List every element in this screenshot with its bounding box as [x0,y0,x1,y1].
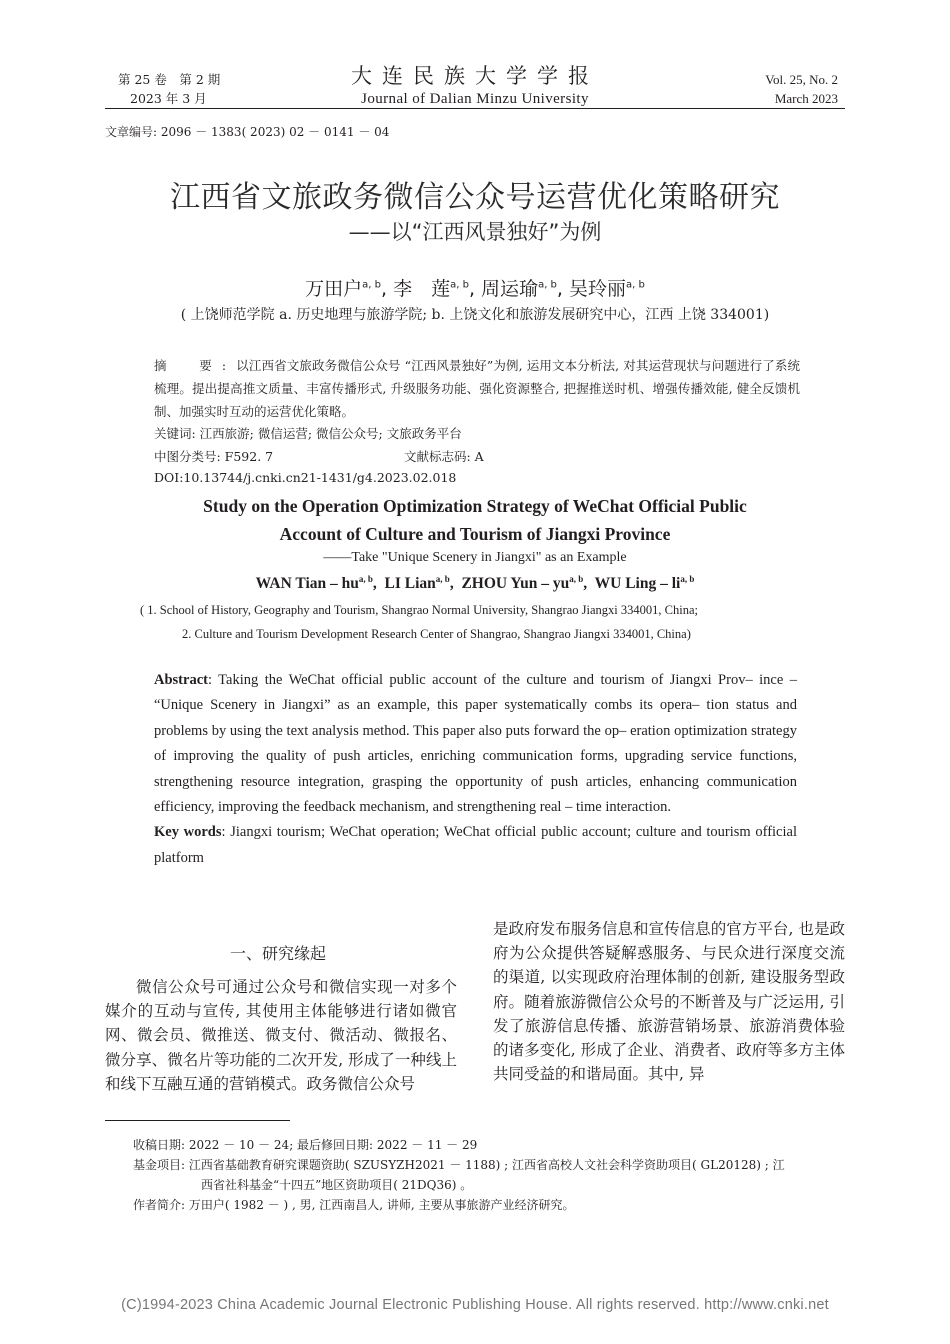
author-name: 吴玲丽 [569,278,627,300]
issue-date: 2023 年 3 月 [130,91,207,106]
abstract-cn [154,354,800,423]
footnote-fund-cont: 西省社科基金“十四五”地区资助项目( 21DQ36) 。 [201,1178,473,1192]
issue-date-en: March 2023 [774,91,838,106]
affiliation-cn: ( 上饶师范学院 a. 历史地理与旅游学院; b. 上饶文化和旅游发展研究中心，江西 上饶 334001) [180,307,770,323]
abstract-cn-text: 以江西省文旅政务微信公众号 “江西风景独好”为例, 运用文本分析法, 对其运营现状与问题进行了系统梳理。提出提高推文质量、丰富传播形式, 升级服务功能、强化资源整合, 把握推送时机、增强传播效能, 健全反馈机制、加强实时互动的运营优化策略。 [154,358,800,419]
abstract-en-label: Abstract [154,672,208,688]
keywords-cn: 关键词: 江西旅游; 微信运营; 微信公众号; 文旅政务平台 [154,426,462,441]
clc-number: 中图分类号: F592. 7 [154,449,274,464]
paper-title-en [120,492,830,548]
footnote-rule [105,1120,290,1121]
author-name: 周运瑜 [481,278,539,300]
copyright-notice: (C)1994-2023 China Academic Journal Electronic Publishing House. All rights reserved. http://www.cnki.net [121,1297,829,1313]
author-name-en: WU Ling – li [594,575,681,593]
keywords-en-text: : Jiangxi tourism; WeChat operation; WeChat official public account; culture and tourism official platform [154,824,797,866]
author-affil-mark: a, b [538,279,557,291]
paper-title-en-line: Study on the Operation Optimization Strategy of WeChat Official Public [203,496,747,516]
abstract-cn-label: 摘 要: [154,358,237,373]
keywords-en-label: Key words [154,824,222,841]
paper-title-en-line: Account of Culture and Tourism of Jiangxi Province [279,524,671,544]
header-rule [105,108,845,109]
author-list: 万田户$^{a, b}$, 李 莲$^{a, b}$, 周运瑜$^{a, b}$, 吴玲丽$^{a, b}$ [305,278,645,300]
author-name-en: ZHOU Yun – yu [461,575,570,593]
issue-info-en [720,70,838,108]
volume-issue: 第 25 卷 第 2 期 [118,72,221,87]
body-column-right: 是政府发布服务信息和宣传信息的官方平台, 也是政府为公众提供答疑解惑服务、与民众进行深度交流的渠道, 以实现政府治理体制的创新, 建设服务型政府。随着旅游微信公众号的不断普及与广泛运用, 引发了旅游信息传播、旅游营销场景、旅游消费体验的诸多变化, 形成了企业、消费者、政府等多方主体共同受益的和谐局面。其中, 异 [493,920,845,1084]
author-list-en: WAN Tian – hu$^{a, b}$, LI Lian$^{a, b}$, ZHOU Yun – yu$^{a, b}$, WU Ling – li$^{a, b}$ [255,574,695,593]
author-name-en: WAN Tian – hu [255,575,359,593]
author-affil-mark: a, b [450,279,469,291]
abstract-en [154,668,797,871]
doi: DOI:10.13744/j.cnki.cn21-1431/g4.2023.02.018 [154,470,457,485]
paper-subtitle-en: ——Take "Unique Scenery in Jiangxi" as an Example [323,550,627,565]
journal-name [300,63,650,109]
issue-info [118,70,248,108]
section-heading: 一、研究缘起 [230,944,327,963]
author-affil-mark: a, b [358,574,373,584]
author-affil-mark: a, b [680,574,695,584]
author-name-en: LI Lian [384,575,436,593]
author-affil-mark: a, b [626,279,645,291]
affiliation-en-line: 2. Culture and Tourism Development Research Center of Shangrao, Shangrao Jiangxi 334001, China) [182,627,691,641]
article-number: 文章编号: 2096 － 1383( 2023) 02 － 0141 － 04 [105,125,390,139]
volume-issue-en: Vol. 25, No. 2 [765,72,838,87]
author-affil-mark: a, b [569,574,584,584]
affiliation-en [140,598,810,646]
footnote-author: 作者简介: 万田户( 1982 － ) , 男, 江西南昌人, 讲师, 主要从事旅游产业经济研究。 [133,1198,575,1212]
document-code: 文献标志码: A [404,449,484,464]
footnote-fund: 基金项目: 江西省基础教育研究课题资助( SZUSYZH2021 － 1188) ; 江西省高校人文社会科学资助项目( GL20128) ; 江 [133,1158,785,1172]
author-name: 万田户 [305,278,363,300]
footnote-received: 收稿日期: 2022 － 10 － 24; 最后修回日期: 2022 － 11 － 29 [133,1138,478,1152]
author-affil-mark: a, b [362,279,381,291]
abstract-en-text: : Taking the WeChat official public account of the culture and tourism of Jiangxi Prov– ince – “Unique Scenery in Jiangxi” as an example, this paper systematically combs its opera– tion status and problems by using the text analysis method. This paper also puts forward the op– eration optimization strategy of improving the quality of push articles, enriching communication forms, upgrading service functions, strengthening resource integration, grasping the opportunity of push articles, enhancing communication efficiency, improving the feedback mechanism, and strengthening real – time interaction. [154,672,797,816]
affiliation-en-line: ( 1. School of History, Geography and Tourism, Shangrao Normal University, Shangrao Jiangxi 334001, China; [140,603,698,617]
body-column-left: 微信公众号可通过公众号和微信实现一对多个媒介的互动与宣传, 其使用主体能够进行诸如微官网、微会员、微推送、微支付、微活动、微报名、微分享、微名片等功能的二次开发, 形成了一种线上和线下互融互通的营销模式。政务微信公众号 [105,978,457,1093]
footnotes [133,1135,845,1215]
paper-subtitle: ——以“江西风景独好”为例 [348,220,602,244]
author-name: 李 莲 [393,278,451,300]
author-affil-mark: a, b [435,574,450,584]
journal-name-cn: 大连民族大学学报 [351,64,599,88]
paper-title: 江西省文旅政务微信公众号运营优化策略研究 [170,180,780,215]
journal-name-en: Journal of Dalian Minzu University [361,91,589,107]
